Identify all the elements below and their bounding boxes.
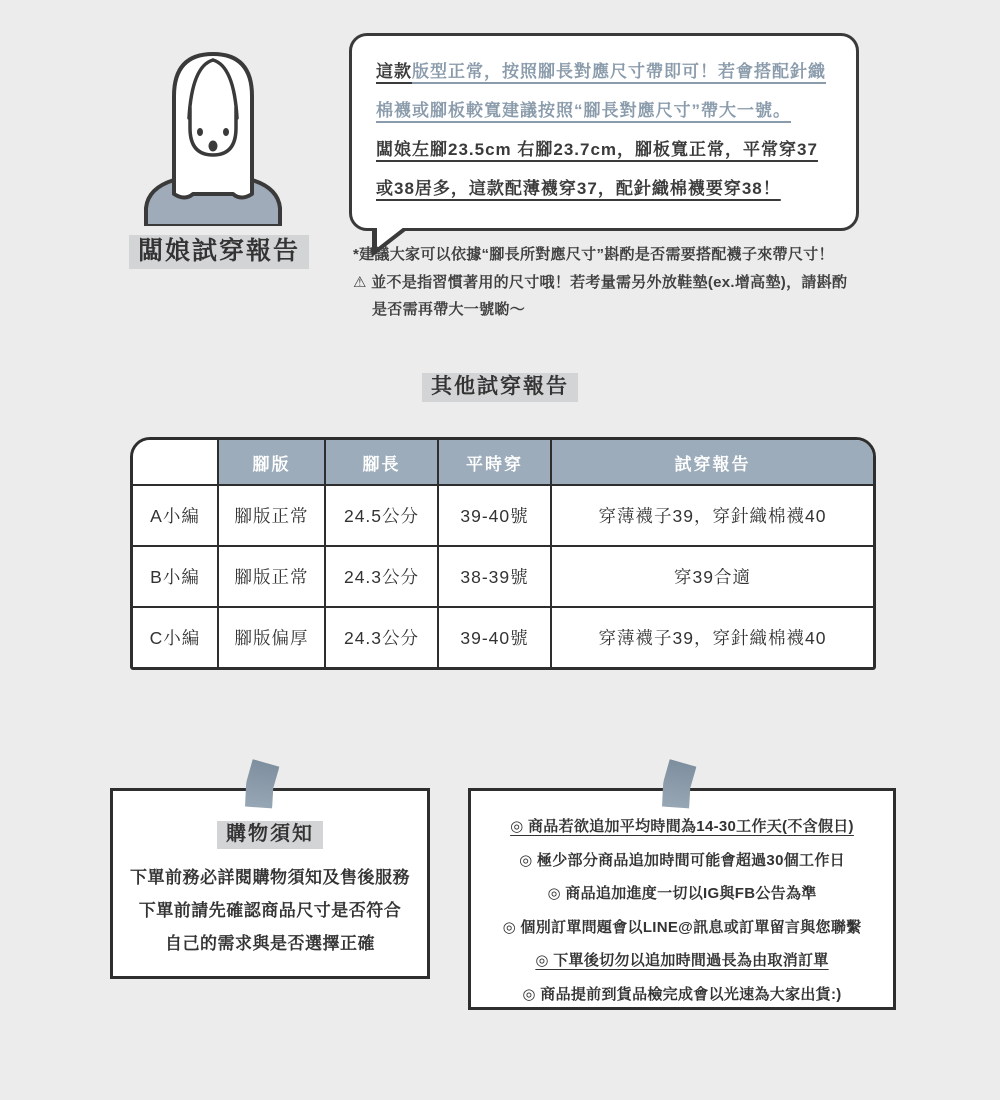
table-cell: C小編 xyxy=(133,606,217,667)
order-notice-line: ◎ 下單後切勿以追加時間過長為由取消訂單 xyxy=(535,952,829,969)
order-notice-line: ◎ 極少部分商品追加時間可能會超過30個工作日 xyxy=(519,851,845,869)
note-line-1: *建議大家可以依據“腳長所對應尺寸”斟酌是否需要搭配襪子來帶尺寸！ xyxy=(353,246,834,263)
note-line-3: 是否需再帶大一號喲～ xyxy=(372,301,526,318)
tape-decoration xyxy=(242,759,280,811)
bubble-line-4-text: 或38居多，這款配薄襪穿37，配針織棉襪要穿38！ xyxy=(376,179,781,198)
bubble-line-2 xyxy=(376,89,834,128)
bubble-line-2-text: 棉襪或腳板較寬建議按照“腳長對應尺寸”帶大一號。 xyxy=(376,101,791,120)
fitting-table xyxy=(130,437,876,670)
note-line-2-text: 並不是指習慣著用的尺寸哦！若考量需另外放鞋墊(ex.增高墊)，請斟酌 xyxy=(371,273,848,291)
table-cell: 39-40號 xyxy=(437,606,550,667)
table-header-usual-size: 平時穿 xyxy=(437,440,550,484)
table-cell: 24.3公分 xyxy=(324,545,437,606)
mouth xyxy=(209,141,218,152)
shopping-notice-box xyxy=(110,788,430,979)
other-reports-heading xyxy=(0,370,1000,400)
fitting-report-title-text: 闆娘試穿報告 xyxy=(129,235,309,269)
shopping-notice-line: 自己的需求與是否選擇正確 xyxy=(165,934,375,953)
shopping-notice-line: 下單前請先確認商品尺寸是否符合 xyxy=(138,901,402,920)
shopping-notice-title xyxy=(113,817,427,846)
woman-illustration xyxy=(128,34,298,226)
table-header-empty xyxy=(133,440,217,484)
bubble-line-4 xyxy=(376,167,834,206)
table-cell: 24.3公分 xyxy=(324,606,437,667)
table-header-foot-length: 腳長 xyxy=(324,440,437,484)
order-notice-line: ◎ 商品若欲追加平均時間為14-30工作天(不含假日) xyxy=(510,818,854,835)
table-cell: 腳版正常 xyxy=(217,484,324,545)
bubble-line-1 xyxy=(376,50,834,89)
table-cell: A小編 xyxy=(133,484,217,545)
right-eye xyxy=(223,128,229,136)
bubble-line-1-dark: 這款 xyxy=(376,62,412,81)
order-notice-line: ◎ 商品提前到貨品檢完成會以光速為大家出貨:) xyxy=(522,985,842,1003)
fitting-report-title xyxy=(106,231,332,267)
table-cell: 24.5公分 xyxy=(324,484,437,545)
order-notice-line: ◎ 個別訂單問題會以LINE@訊息或訂單留言與您聯繫 xyxy=(502,918,862,936)
sizing-note xyxy=(353,241,898,324)
table-cell: 穿薄襪子39，穿針織棉襪40 xyxy=(550,606,873,667)
table-cell: 38-39號 xyxy=(437,545,550,606)
warning-icon: ⚠ xyxy=(353,273,367,291)
table-header-foot-shape: 腳版 xyxy=(217,440,324,484)
table-header-report: 試穿報告 xyxy=(550,440,873,484)
left-eye xyxy=(197,128,203,136)
table-cell: B小編 xyxy=(133,545,217,606)
avatar xyxy=(128,34,298,226)
tape-decoration xyxy=(659,759,697,811)
order-notice-line: ◎ 商品追加進度一切以IG與FB公告為準 xyxy=(547,885,817,902)
table-cell: 穿薄襪子39，穿針織棉襪40 xyxy=(550,484,873,545)
bubble-line-1-blue: 版型正常，按照腳長對應尺寸帶即可！若會搭配針織 xyxy=(412,62,826,81)
bubble-line-3-text: 闆娘左腳23.5cm 右腳23.7cm，腳板寬正常，平常穿37 xyxy=(376,140,818,159)
shopping-notice-line: 下單前務必詳閱購物須知及售後服務 xyxy=(130,868,410,887)
table-cell: 腳版正常 xyxy=(217,545,324,606)
other-reports-heading-text: 其他試穿報告 xyxy=(422,373,578,402)
table-cell: 腳版偏厚 xyxy=(217,606,324,667)
order-notice-box xyxy=(468,788,896,1010)
table-cell: 穿39合適 xyxy=(550,545,873,606)
speech-bubble xyxy=(349,33,859,231)
shopping-notice-title-text: 購物須知 xyxy=(217,821,323,849)
table-cell: 39-40號 xyxy=(437,484,550,545)
bubble-line-3 xyxy=(376,128,834,167)
note-line-2 xyxy=(353,269,898,297)
